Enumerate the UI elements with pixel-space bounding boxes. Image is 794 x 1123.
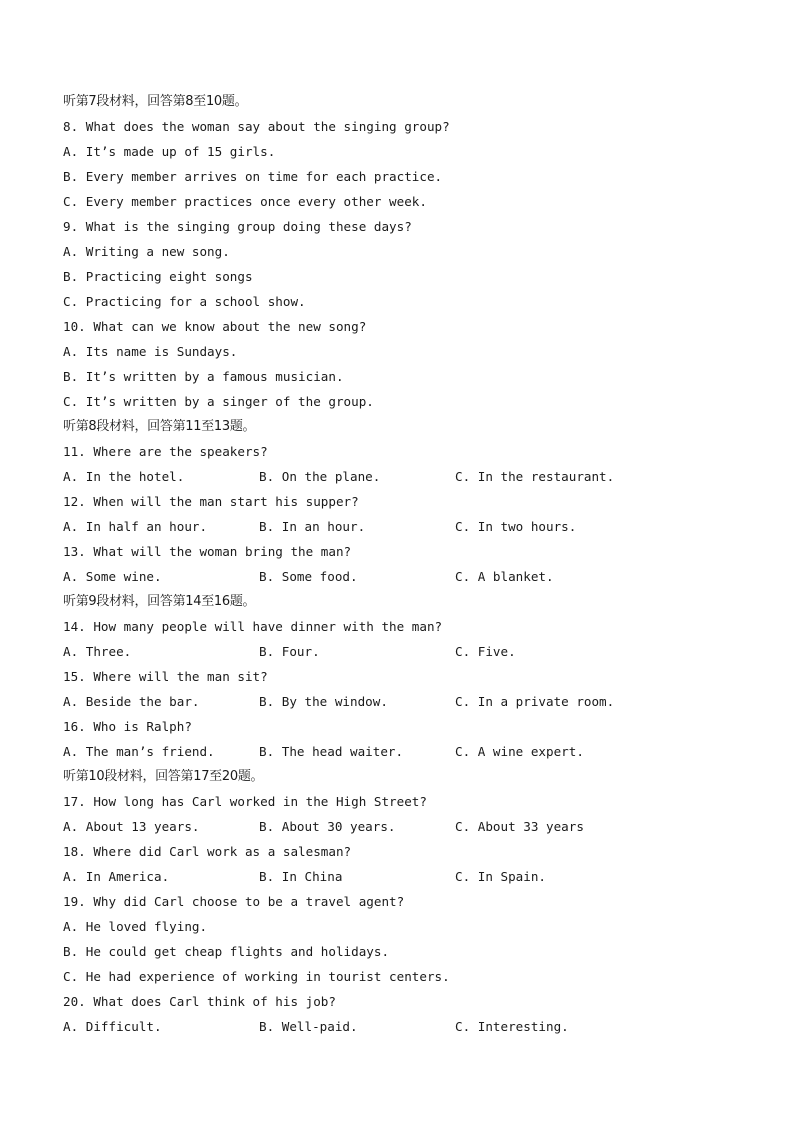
section-heading-9: 听第9段材料，回答第14至16题。	[63, 594, 256, 609]
question-16-option-b: B. The head waiter.	[259, 744, 404, 759]
question-14-option-c: C. Five.	[455, 644, 516, 659]
question-9-option-a: A. Writing a new song.	[63, 244, 230, 259]
question-20-option-a: A. Difficult.	[63, 1019, 162, 1034]
question-15-stem: 15. Where will the man sit?	[63, 669, 268, 684]
question-20-option-c: C. Interesting.	[455, 1019, 569, 1034]
question-13-options	[63, 564, 743, 589]
question-10-option-c: C. It’s written by a singer of the group.	[63, 394, 374, 409]
question-9-stem: 9. What is the singing group doing these days?	[63, 219, 412, 234]
question-20-stem: 20. What does Carl think of his job?	[63, 994, 336, 1009]
question-18-option-b: B. In China	[259, 869, 343, 884]
question-13-option-a: A. Some wine.	[63, 569, 162, 584]
question-14-option-a: A. Three.	[63, 644, 132, 659]
question-12-option-a: A. In half an hour.	[63, 519, 208, 534]
question-11-option-a: A. In the hotel.	[63, 469, 185, 484]
question-9-option-c: C. Practicing for a school show.	[63, 294, 306, 309]
question-16-option-c: C. A wine expert.	[455, 744, 584, 759]
question-11-option-b: B. On the plane.	[259, 469, 381, 484]
question-18-stem: 18. Where did Carl work as a salesman?	[63, 844, 352, 859]
question-17-options	[63, 814, 743, 839]
question-11-stem: 11. Where are the speakers?	[63, 444, 268, 459]
question-17-option-a: A. About 13 years.	[63, 819, 200, 834]
question-16-stem: 16. Who is Ralph?	[63, 719, 192, 734]
question-18-option-c: C. In Spain.	[455, 869, 546, 884]
question-11-options	[63, 464, 743, 489]
question-8-option-c: C. Every member practices once every other week.	[63, 194, 427, 209]
question-12-options	[63, 514, 743, 539]
question-10-option-b: B. It’s written by a famous musician.	[63, 369, 344, 384]
question-14-stem: 14. How many people will have dinner with the man?	[63, 619, 443, 634]
question-13-option-c: C. A blanket.	[455, 569, 554, 584]
question-20-option-b: B. Well-paid.	[259, 1019, 358, 1034]
exam-page	[63, 89, 743, 1039]
question-13-option-b: B. Some food.	[259, 569, 358, 584]
question-18-option-a: A. In America.	[63, 869, 170, 884]
question-11-option-c: C. In the restaurant.	[455, 469, 615, 484]
question-15-option-c: C. In a private room.	[455, 694, 615, 709]
question-20-options	[63, 1014, 743, 1039]
question-10-stem: 10. What can we know about the new song?	[63, 319, 367, 334]
question-8-option-b: B. Every member arrives on time for each practice.	[63, 169, 443, 184]
question-9-option-b: B. Practicing eight songs	[63, 269, 253, 284]
question-19-option-a: A. He loved flying.	[63, 919, 208, 934]
question-15-option-b: B. By the window.	[259, 694, 388, 709]
question-12-stem: 12. When will the man start his supper?	[63, 494, 359, 509]
question-13-stem: 13. What will the woman bring the man?	[63, 544, 352, 559]
question-16-option-a: A. The man’s friend.	[63, 744, 215, 759]
question-19-option-b: B. He could get cheap flights and holidays.	[63, 944, 390, 959]
question-14-options	[63, 639, 743, 664]
question-8-option-a: A. It’s made up of 15 girls.	[63, 144, 276, 159]
section-heading-8: 听第8段材料，回答第11至13题。	[63, 419, 256, 434]
question-12-option-b: B. In an hour.	[259, 519, 366, 534]
question-17-stem: 17. How long has Carl worked in the High Street?	[63, 794, 427, 809]
question-8-stem: 8. What does the woman say about the singing group?	[63, 119, 450, 134]
question-12-option-c: C. In two hours.	[455, 519, 577, 534]
section-heading-10: 听第10段材料，回答第17至20题。	[63, 769, 264, 784]
question-17-option-b: B. About 30 years.	[259, 819, 396, 834]
section-heading-7: 听第7段材料，回答第8至10题。	[63, 94, 248, 109]
question-17-option-c: C. About 33 years	[455, 819, 584, 834]
question-16-options	[63, 739, 743, 764]
question-19-option-c: C. He had experience of working in tourist centers.	[63, 969, 450, 984]
question-18-options	[63, 864, 743, 889]
question-15-option-a: A. Beside the bar.	[63, 694, 200, 709]
question-14-option-b: B. Four.	[259, 644, 320, 659]
question-19-stem: 19. Why did Carl choose to be a travel agent?	[63, 894, 405, 909]
question-10-option-a: A. Its name is Sundays.	[63, 344, 238, 359]
question-15-options	[63, 689, 743, 714]
